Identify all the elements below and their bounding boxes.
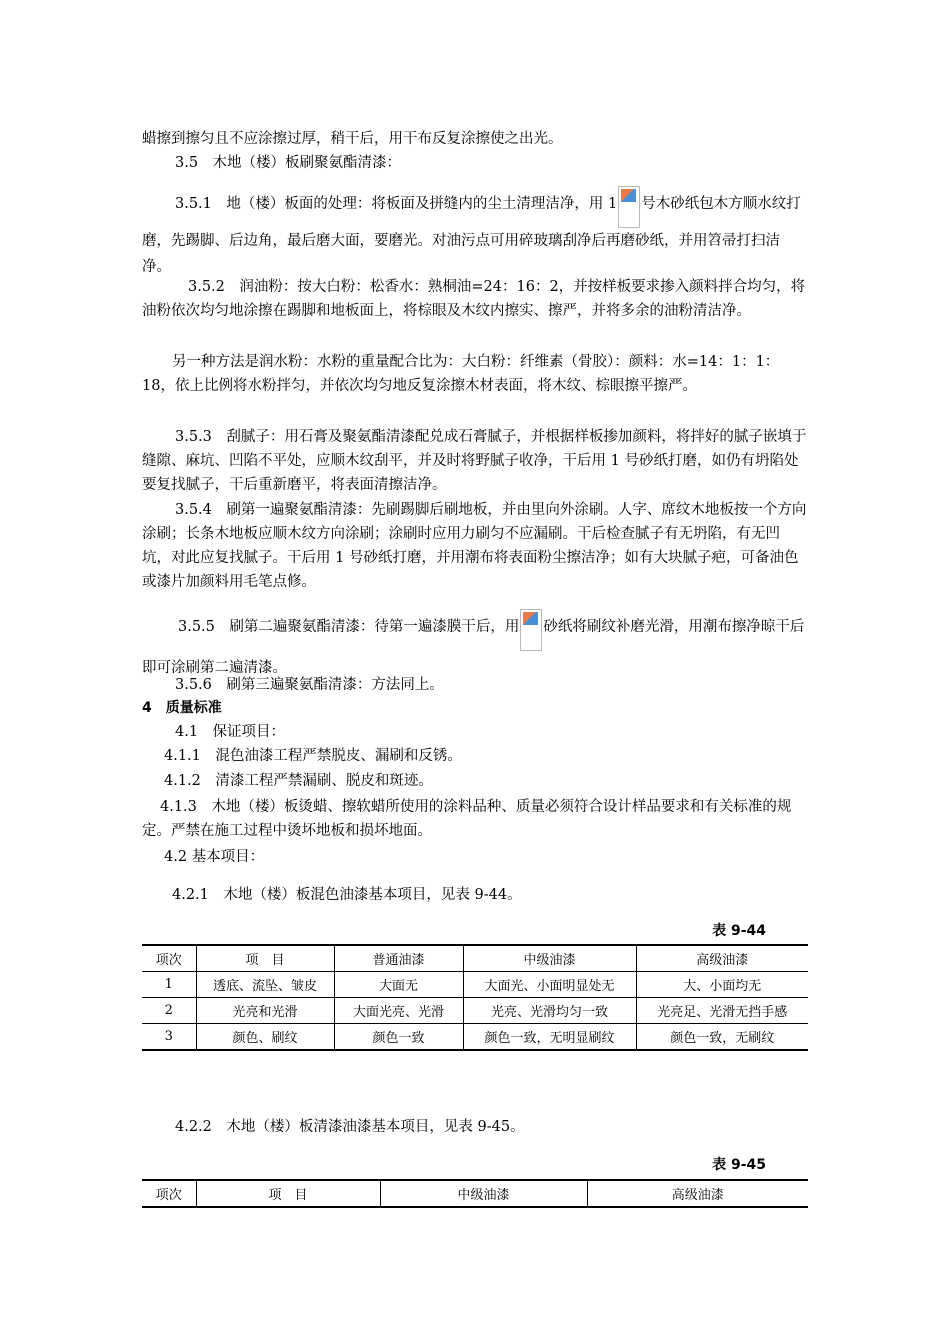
broken-image-icon [618, 186, 640, 228]
table-cell: 大面光亮、光滑 [334, 998, 463, 1024]
header-cell: 项 目 [196, 1180, 380, 1207]
paragraph-4-1-2: 4.1.2 清漆工程严禁漏刷、脱皮和斑迹。 [164, 773, 433, 789]
broken-image-icon [520, 609, 542, 651]
table-row [142, 1024, 808, 1051]
header-cell: 中级油漆 [380, 1180, 587, 1207]
table-cell: 大面光、小面明显处无 [463, 972, 636, 998]
table-row [142, 972, 808, 998]
table-header-row [142, 945, 808, 972]
table-cell: 2 [142, 998, 196, 1024]
paragraph-3-5-1: 3.5.1 地（楼）板面的处理：将板面及拼缝内的尘土清理洁净，用 1 号木砂纸包木方顺水纹打磨，先踢脚、后边角，最后磨大面，要磨光。对油污点可用碎玻璃刮净后再磨砂纸，并用笤帚打扫洁净。 [142, 186, 808, 280]
paragraph-alt-method: 另一种方法是润水粉：水粉的重量配合比为：大白粉：纤维素（骨胶）：颜料：水=14：1：1：18，依上比例将水粉拌匀，并依次均匀地反复涂擦木材表面，将木纹、棕眼擦平擦严。 [142, 354, 780, 394]
table-9-44 [142, 944, 808, 1051]
table-cell: 颜色一致 [334, 1024, 463, 1051]
table-cell: 颜色、刷纹 [196, 1024, 334, 1051]
paragraph-4-1-1: 4.1.1 混色油漆工程严禁脱皮、漏刷和反锈。 [164, 748, 462, 764]
table-cell: 光亮足、光滑无挡手感 [636, 998, 808, 1024]
table-cell: 光亮和光滑 [196, 998, 334, 1024]
header-cell: 中级油漆 [463, 945, 636, 972]
table-cell: 透底、流坠、皱皮 [196, 972, 334, 998]
table-cell: 光亮、光滑均匀一致 [463, 998, 636, 1024]
header-cell: 普通油漆 [334, 945, 463, 972]
table-caption: 表 9-44 [712, 923, 766, 939]
paragraph-3-5-2: 3.5.2 润油粉：按大白粉：松香水：熟桐油=24：16：2，并按样板要求掺入颜料拌合均匀，将油粉依次均匀地涂擦在踢脚和地板面上，将棕眼及木纹内擦实、擦严，并将多余的油粉清洁净。 [142, 279, 806, 319]
paragraph: 蜡擦到擦匀且不应涂擦过厚，稍干后，用干布反复涂擦使之出光。 [142, 131, 563, 147]
header-cell: 项次 [142, 945, 196, 972]
section-heading-4: 4 质量标准 [142, 700, 222, 716]
table-cell: 颜色一致，无刷纹 [636, 1024, 808, 1051]
table-cell: 1 [142, 972, 196, 998]
paragraph-4-1: 4.1 保证项目： [175, 724, 286, 740]
table-cell: 颜色一致，无明显刷纹 [463, 1024, 636, 1051]
header-cell: 项次 [142, 1180, 196, 1207]
table-cell: 3 [142, 1024, 196, 1051]
table-row [142, 998, 808, 1024]
table-cell: 大、小面均无 [636, 972, 808, 998]
table-header-row [142, 1180, 808, 1207]
header-cell: 项 目 [196, 945, 334, 972]
paragraph-3-5-4: 3.5.4 刷第一遍聚氨酯清漆：先刷踢脚后刷地板，并由里向外涂刷。人字、席纹木地板按一个方向涂刷；长条木地板应顺木纹方向涂刷；涂刷时应用力刷匀不应漏刷。干后检查腻子有无坍陷，有无凹坑，对此应复找腻子。干后用 1 号砂纸打磨，并用潮布将表面粉尘擦洁净；如有大块腻子疤，可备油色或漆片加颜料用毛笔点修。 [142, 502, 807, 590]
section-heading-3-5: 3.5 木地（楼）板刷聚氨酯清漆： [175, 155, 402, 171]
paragraph-4-2-2: 4.2.2 木地（楼）板清漆油漆基本项目，见表 9-45。 [175, 1119, 525, 1135]
paragraph-4-2: 4.2 基本项目： [164, 849, 265, 865]
paragraph-3-5-6: 3.5.6 刷第三遍聚氨酯清漆：方法同上。 [175, 677, 444, 693]
paragraph-3-5-5: 3.5.5 刷第二遍聚氨酯清漆：待第一遍漆膜干后，用 砂纸将刷纹补磨光滑，用潮布擦净晾干后即可涂刷第二遍清漆。 [142, 609, 808, 685]
table-cell: 大面无 [334, 972, 463, 998]
table-caption: 表 9-45 [712, 1157, 766, 1173]
table-9-45 [142, 1179, 808, 1208]
paragraph-4-2-1: 4.2.1 木地（楼）板混色油漆基本项目，见表 9-44。 [172, 887, 522, 903]
paragraph-4-1-3: 4.1.3 木地（楼）板烫蜡、擦软蜡所使用的涂料品种、质量必须符合设计样品要求和有关标准的规定。严禁在施工过程中烫坏地板和损坏地面。 [142, 799, 792, 839]
header-cell: 高级油漆 [636, 945, 808, 972]
paragraph-3-5-3: 3.5.3 刮腻子：用石膏及聚氨酯清漆配兑成石膏腻子，并根据样板掺加颜料，将拌好的腻子嵌填于缝隙、麻坑、凹陷不平处，应顺木纹刮平，并及时将野腻子收净，干后用 1 号砂纸打磨，如仍有坍陷处要复找腻子，干后重新磨平，将表面清擦洁净。 [142, 429, 807, 493]
header-cell: 高级油漆 [587, 1180, 808, 1207]
